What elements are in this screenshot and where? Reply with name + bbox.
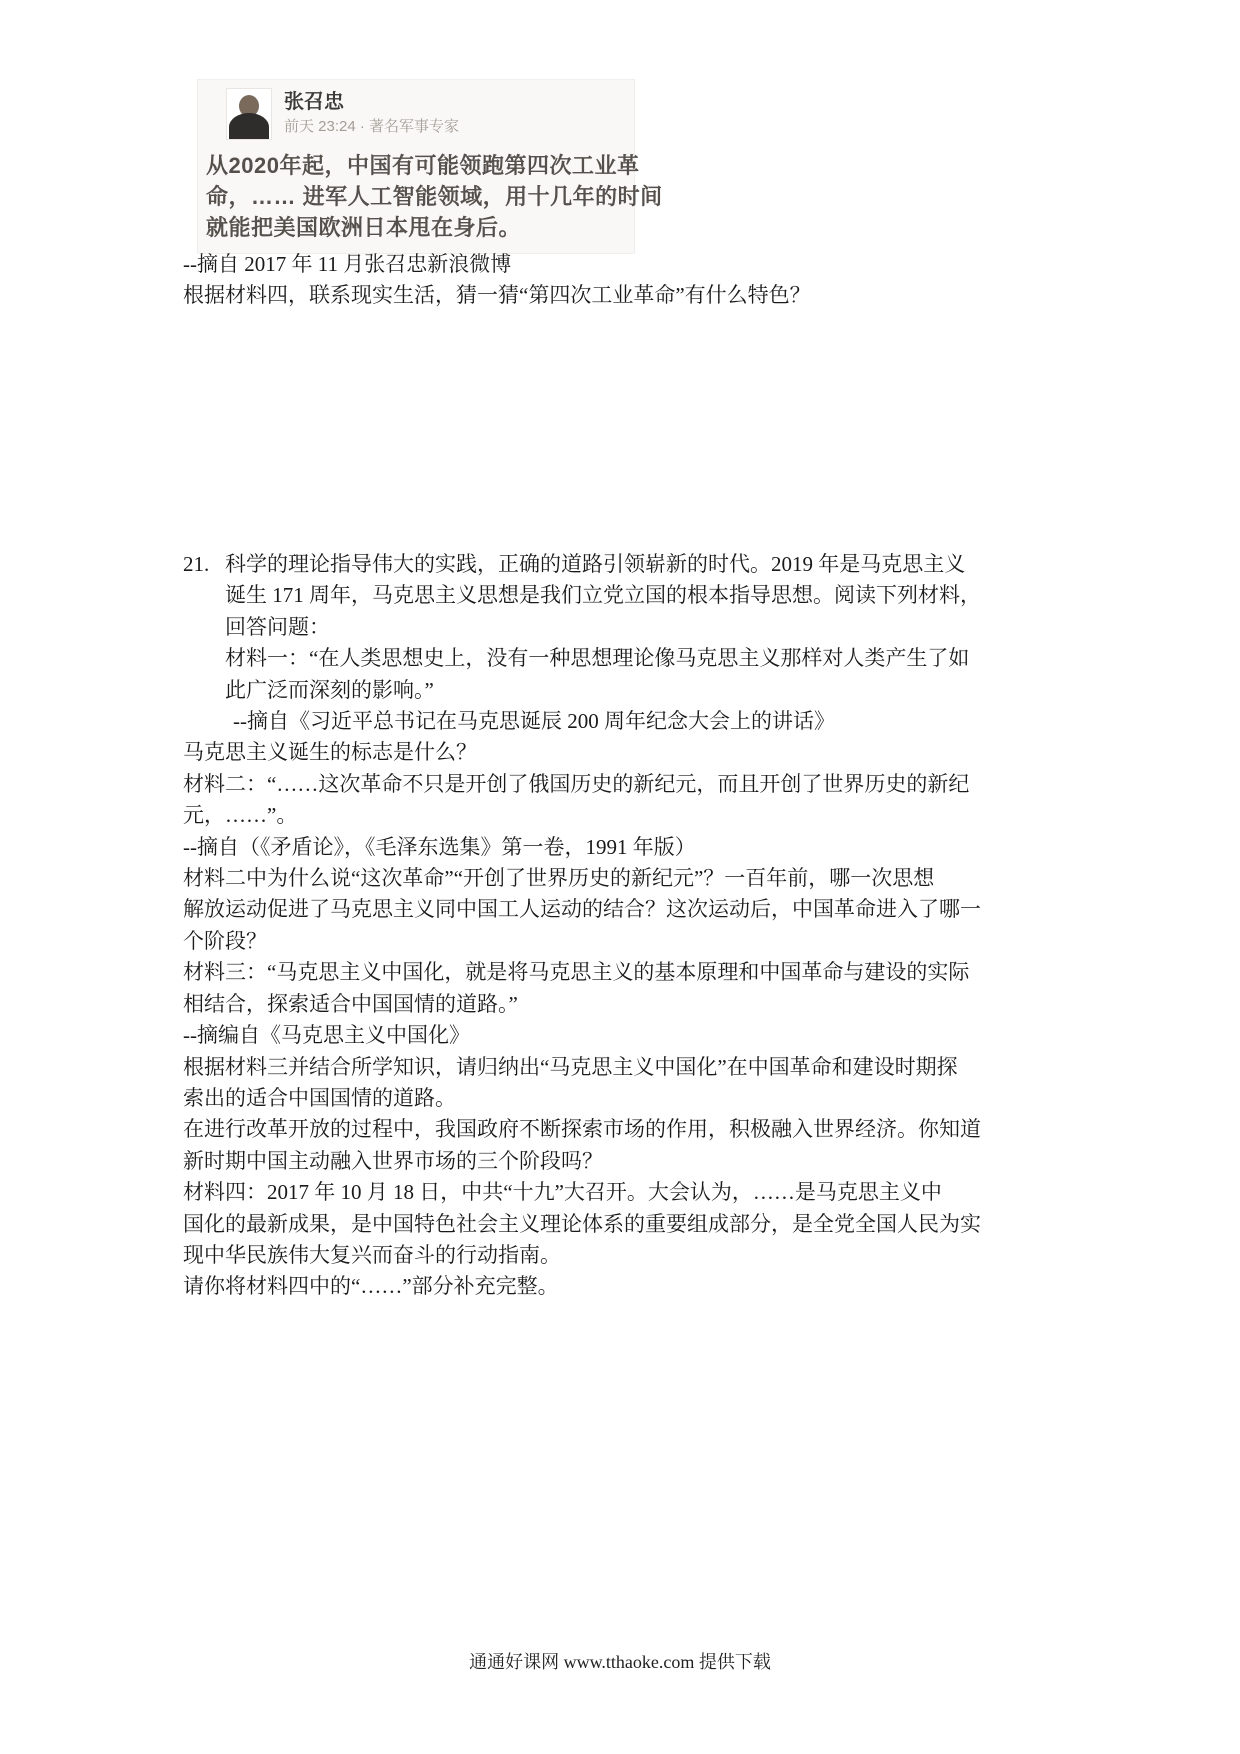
text-line: 材料一：“在人类思想史上，没有一种思想理论像马克思主义那样对人类产生了如 (225, 646, 970, 671)
weibo-header (226, 88, 628, 140)
text-line: 解放运动促进了马克思主义同中国工人运动的结合？这次运动后，中国革命进入了哪一 (183, 897, 981, 922)
text-line: 个阶段？ (183, 928, 267, 953)
avatar-shoulders-shape (229, 113, 269, 140)
text-line: 索出的适合中国国情的道路。 (183, 1085, 456, 1110)
source-citation: --摘自（《矛盾论》，《毛泽东选集》第一卷，1991 年版） (183, 834, 696, 859)
text-line: 材料二中为什么说“这次革命”“开创了世界历史的新纪元”？一百年前，哪一次思想 (183, 866, 935, 891)
material4-section (183, 249, 1083, 312)
text-line: 材料四：2017 年 10 月 18 日，中共“十九”大召开。大会认为，……是马克思主义中 (183, 1180, 942, 1205)
text-line: 材料三：“马克思主义中国化，就是将马克思主义的基本原理和中国革命与建设的实际 (183, 960, 970, 985)
text-line: 科学的理论指导伟大的实践，正确的道路引领崭新的时代。2019 年是马克思主义 (225, 552, 966, 576)
weibo-text-line: 从2020年起，中国有可能领跑第四次工业革 (206, 153, 640, 178)
weibo-username: 张召忠 (284, 91, 344, 113)
text-line: 马克思主义诞生的标志是什么？ (183, 740, 477, 765)
text-line: 新时期中国主动融入世界市场的三个阶段吗？ (183, 1148, 603, 1173)
text-line: 诞生 171 周年，马克思主义思想是我们立党立国的根本指导思想。阅读下列材料， (225, 583, 981, 608)
question-number: 21. (183, 552, 210, 576)
text-line: 相结合，探索适合中国国情的道路。” (183, 991, 518, 1016)
weibo-screenshot (198, 80, 663, 253)
text-line: 此广泛而深刻的影响。” (225, 677, 434, 702)
text-line: 材料二：“……这次革命不只是开创了俄国历史的新纪元，而且开创了世界历史的新纪 (183, 771, 970, 796)
source-citation: --摘自 2017 年 11 月张召忠新浪微博 (183, 252, 512, 276)
weibo-text-line: 就能把美国欧洲日本甩在身后。 (206, 215, 522, 240)
weibo-post-text (206, 150, 663, 243)
text-line: 国化的最新成果，是中国特色社会主义理论体系的重要组成部分，是全党全国人民为实 (183, 1211, 981, 1236)
avatar (226, 88, 272, 140)
text-line: 在进行改革开放的过程中，我国政府不断探索市场的作用，积极融入世界经济。你知道 (183, 1117, 981, 1142)
text-line: 回答问题： (225, 614, 330, 639)
text-line: 元，……”。 (183, 803, 298, 828)
text-line (183, 549, 1083, 580)
source-citation: --摘自《习近平总书记在马克思诞辰 200 周年纪念大会上的讲话》 (233, 709, 835, 734)
footer-credit: 通通好课网 www.tthaoke.com 提供下载 (469, 1652, 771, 1672)
question-text: 根据材料四，联系现实生活，猜一猜“第四次工业革命”有什么特色？ (183, 283, 811, 308)
weibo-timestamp: 前天 23:24 · 著名军事专家 (284, 118, 460, 135)
text-line: 请你将材料四中的“……”部分补充完整。 (183, 1274, 559, 1299)
question-21 (183, 549, 1083, 1303)
text-line: 根据材料三并结合所学知识，请归纳出“马克思主义中国化”在中国革命和建设时期探 (183, 1054, 958, 1079)
weibo-text-line: 命，…… 进军人工智能领域，用十几年的时间 (206, 184, 663, 209)
weibo-identity (284, 88, 459, 138)
source-citation: --摘编自《马克思主义中国化》 (183, 1023, 470, 1048)
text-line: 现中华民族伟大复兴而奋斗的行动指南。 (183, 1242, 561, 1267)
